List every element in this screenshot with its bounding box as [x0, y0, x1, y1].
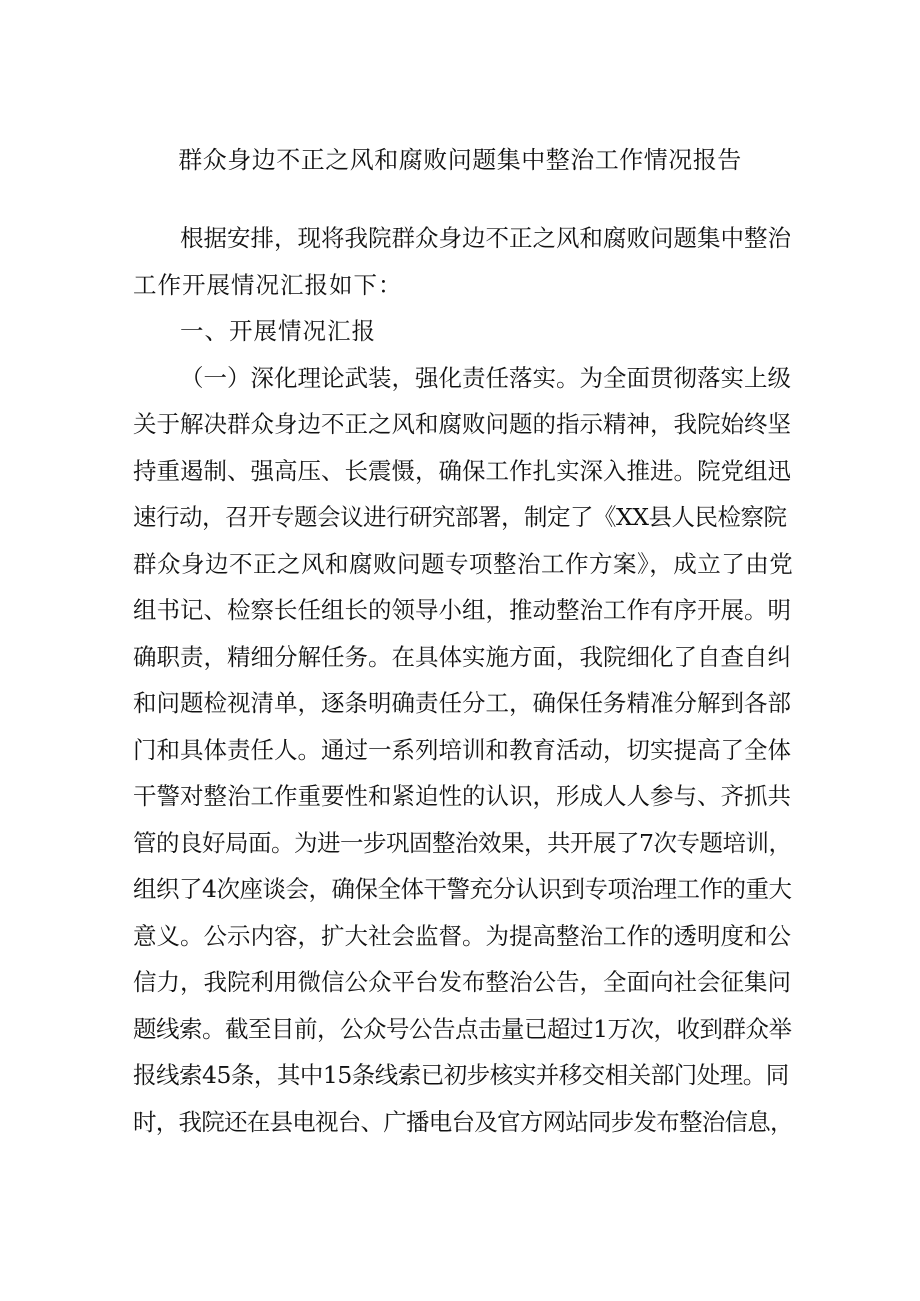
paragraph-line: 题线索。截至目前，公众号公告点击量已超过1万次，收到群众举 [133, 1014, 792, 1043]
paragraph-line: 速行动，召开专题会议进行研究部署，制定了《XX县人民检察院 [133, 503, 787, 531]
document-body [133, 215, 793, 1145]
paragraph-line: 组织了4次座谈会，确保全体干警充分认识到专项治理工作的重大 [133, 875, 792, 903]
paragraph-line: 持重遏制、强高压、长震慑，确保工作扎实深入推进。院党组迅 [133, 456, 791, 485]
paragraph-line: 管的良好局面。为进一步巩固整治效果，共开展了7次专题培训， [133, 828, 792, 857]
document-title: 群众身边不正之风和腐败问题集中整治工作情况报告 [178, 146, 742, 174]
paragraph-line: 工作开展情况汇报如下： [133, 270, 403, 299]
paragraph-line: 确职责，精细分解任务。在具体实施方面，我院细化了自查自纠 [133, 642, 791, 671]
paragraph-line: 干警对整治工作重要性和紧迫性的认识，形成人人参与、齐抓共 [133, 782, 791, 810]
paragraph-line: 组书记、检察长任组长的领导小组，推动整治工作有序开展。明 [133, 596, 791, 624]
paragraph-line: （一）深化理论武装，强化责任落实。为全面贯彻落实上级 [180, 363, 791, 392]
section-heading: 一、开展情况汇报 [180, 317, 376, 345]
paragraph-line: 门和具体责任人。通过一系列培训和教育活动，切实提高了全体 [133, 735, 791, 764]
paragraph-line: 报线索45条，其中15条线索已初步核实并移交相关部门处理。同 [133, 1061, 789, 1089]
paragraph-line: 群众身边不正之风和腐败问题专项整治工作方案》，成立了由党 [133, 549, 794, 578]
paragraph-line: 时，我院还在县电视台、广播电台及官方网站同步发布整治信息， [133, 1107, 793, 1136]
paragraph-line: 信力，我院利用微信公众平台发布整治公告，全面向社会征集问 [133, 968, 791, 996]
paragraph-line: 意义。公示内容，扩大社会监督。为提高整治工作的透明度和公 [133, 921, 791, 950]
paragraph-line: 和问题检视清单，逐条明确责任分工，确保任务精准分解到各部 [133, 689, 791, 717]
paragraph-line: 根据安排，现将我院群众身边不正之风和腐败问题集中整治 [180, 224, 791, 252]
paragraph-line: 关于解决群众身边不正之风和腐败问题的指示精神，我院始终坚 [133, 410, 791, 438]
